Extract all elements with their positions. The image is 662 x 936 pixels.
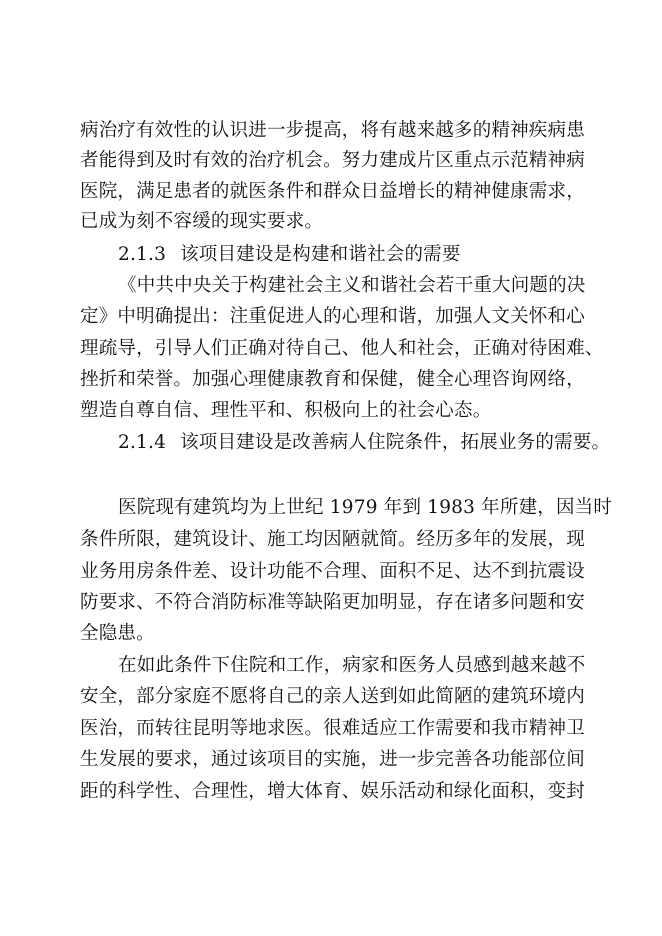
paragraph-line: 塑造自尊自信、理性平和、积极向上的社会心态。 bbox=[80, 400, 492, 421]
paragraph-line: 安全，部分家庭不愿将自己的亲人送到如此简陋的建筑环境内 bbox=[80, 686, 585, 707]
section-number: 2.1.4 bbox=[118, 432, 167, 453]
section-title: 该项目建设是改善病人住院条件，拓展业务的需要。 bbox=[180, 432, 611, 453]
paragraph-line: 已成为刻不容缓的现实要求。 bbox=[80, 211, 324, 232]
paragraph-line: 理疏导，引导人们正确对待自己、他人和社会，正确对待困难、 bbox=[80, 338, 604, 359]
paragraph-line: 全隐患。 bbox=[80, 623, 155, 644]
paragraph-line: 防要求、不符合消防标准等缺陷更加明显，存在诸多问题和安 bbox=[80, 592, 585, 613]
section-number: 2.1.3 bbox=[118, 244, 167, 265]
paragraph-line: 条件所限，建筑设计、施工均因陋就简。经历多年的发展，现 bbox=[80, 529, 585, 550]
paragraph-line: 医院现有建筑均为上世纪 1979 年到 1983 年所建，因当时 bbox=[118, 497, 613, 518]
section-heading-2-1-3 bbox=[118, 240, 638, 270]
paragraph-line: 距的科学性、合理性，增大体育、娱乐活动和绿化面积，变封 bbox=[80, 781, 585, 802]
section-title: 该项目建设是构建和谐社会的需要 bbox=[180, 244, 461, 265]
paragraph-line: 在如此条件下住院和工作，病家和医务人员感到越来越不 bbox=[118, 655, 586, 676]
paragraph-line: 生发展的要求，通过该项目的实施，进一步完善各功能部位间 bbox=[80, 749, 585, 770]
paragraph-line: 者能得到及时有效的治疗机会。努力建成片区重点示范精神病 bbox=[80, 150, 585, 171]
paragraph-line: 医院，满足患者的就医条件和群众日益增长的精神健康需求， bbox=[80, 181, 585, 202]
paragraph-line: 《中共中央关于构建社会主义和谐社会若干重大问题的决 bbox=[118, 275, 586, 296]
paragraph-line: 医治，而转往昆明等地求医。很难适应工作需要和我市精神卫 bbox=[80, 718, 585, 739]
paragraph-line: 定》中明确提出：注重促进人的心理和谐，加强人文关怀和心 bbox=[80, 306, 585, 327]
section-heading-2-1-4 bbox=[118, 428, 638, 458]
paragraph-line: 病治疗有效性的认识进一步提高，将有越来越多的精神疾病患 bbox=[80, 120, 585, 141]
paragraph-line: 挫折和荣誉。加强心理健康教育和保健，健全心理咨询网络， bbox=[80, 369, 585, 390]
paragraph-line: 业务用房条件差、设计功能不合理、面积不足、达不到抗震设 bbox=[80, 561, 585, 582]
